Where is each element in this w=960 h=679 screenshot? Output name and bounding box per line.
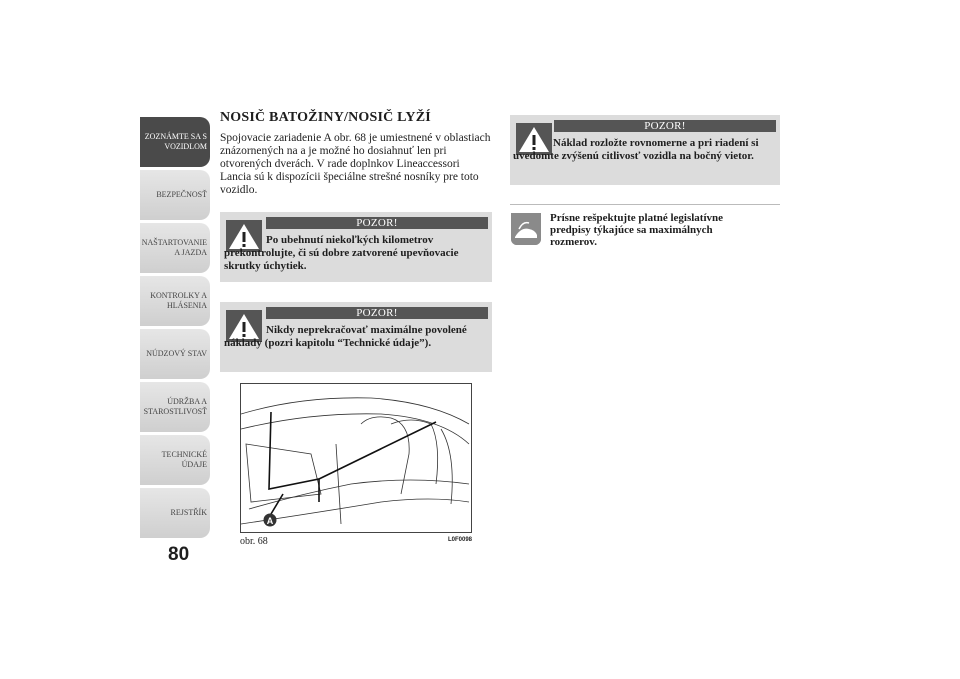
tab-label: KONTROLKY A HLÁSENIA [150,291,207,310]
warning-text: Po ubehnutí niekoľkých kilometrov prekontrolujte, či sú dobre zatvorené upevňovacie skrutky úchytiek. [224,234,459,272]
tab-label: NÚDZOVÝ STAV [146,349,207,358]
tab-label: ZOZNÁMTE SA S VOZIDLOM [144,132,207,151]
figure-caption: obr. 68 [240,536,268,547]
warning-text: Náklad rozložte rovnomerne a pri riadení si uvedomte zvýšenú citlivosť vozidla na bočný vietor. [513,137,759,162]
warning-box [220,302,492,372]
chapter-tabs [140,117,210,541]
tab-rejstrik[interactable] [140,488,210,538]
warning-title: POZOR! [554,120,776,132]
environment-note-icon [511,213,541,245]
section-intro: Spojovacie zariadenie A obr. 68 je umiestnené v oblastiach znázornených na a je možné ho dosiahnuť len pri otvorených dverách. V rade doplnkov Lineaccessori Lancia sú k dispozícii špeciálne strešné nosníky pre toto vozidlo. [220,132,491,196]
section-title: NOSIČ BATOŽINY/NOSIČ LYŽÍ [220,110,431,125]
tab-bezpecnost[interactable] [140,170,210,220]
tab-kontrolky[interactable] [140,276,210,326]
tab-label: NAŠTARTOVANIE A JAZDA [141,238,207,257]
note-divider [510,204,780,205]
tab-label: REJSTŘÍK [170,508,207,517]
tab-label: TECHNICKÉ ÚDAJE [161,450,207,469]
tab-udrzba[interactable] [140,382,210,432]
marker-a-label: A [266,516,274,526]
figure-car-interior [240,383,472,533]
car-door-illustration [241,384,471,532]
warning-box [510,115,780,185]
tab-technicke-udaje[interactable] [140,435,210,485]
tab-label: ÚDRŽBA A STAROSTLIVOSŤ [143,397,207,416]
tab-nudzovy-stav[interactable] [140,329,210,379]
note-text: Prísne rešpektujte platné legislatívne predpisy týkajúce sa maximálnych rozmerov. [550,212,724,248]
warning-text: Nikdy neprekračovať maximálne povolené náklady (pozri kapitolu “Technické údaje”). [224,324,467,349]
warning-box [220,212,492,282]
warning-title: POZOR! [266,217,488,229]
tab-zoznamte-sa[interactable] [140,117,210,167]
figure-code: L0F0098 [448,537,473,543]
tab-label: BEZPEČNOSŤ [156,190,207,199]
tab-nastartovanie[interactable] [140,223,210,273]
page-number: 80 [168,544,190,565]
warning-title: POZOR! [266,307,488,319]
